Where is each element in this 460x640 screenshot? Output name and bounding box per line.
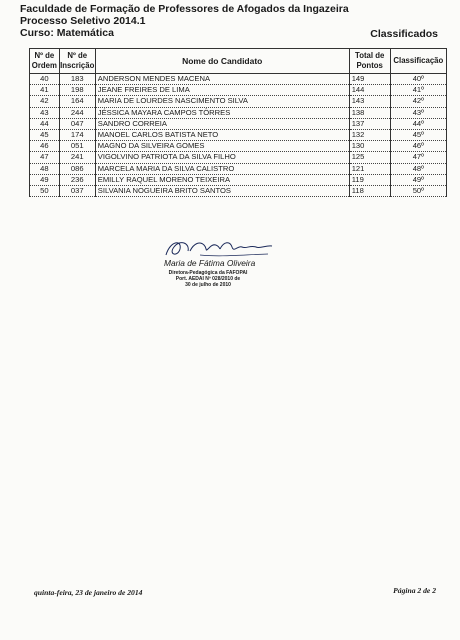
table-row — [30, 141, 447, 152]
cell-pontos: 130 — [349, 141, 390, 152]
cell-pontos: 119 — [349, 174, 390, 185]
table-row — [30, 107, 447, 118]
cell-classificacao: 48º — [390, 163, 446, 174]
table-row — [30, 174, 447, 185]
cell-classificacao: 45º — [390, 129, 446, 140]
cell-classificacao: 43º — [390, 107, 446, 118]
cell-ordem: 44 — [30, 118, 60, 129]
header-classificacao: Classificação — [390, 49, 446, 74]
cell-classificacao: 40º — [390, 74, 446, 85]
cell-nome: ANDERSON MENDES MACENA — [95, 74, 349, 85]
institution-title: Faculdade de Formação de Professores de Afogados da Ingazeira — [20, 3, 349, 15]
cell-pontos: 132 — [349, 129, 390, 140]
cell-inscricao: 244 — [59, 107, 95, 118]
cell-inscricao: 198 — [59, 85, 95, 96]
signatory-role: Diretora-Pedagógica da FAFOPAI — [168, 270, 248, 276]
cell-ordem: 45 — [30, 129, 60, 140]
cell-classificacao: 49º — [390, 174, 446, 185]
cell-inscricao: 183 — [59, 74, 95, 85]
signatory-date: 30 de julho de 2010 — [185, 282, 231, 288]
cell-nome: VIGOLVINO PATRIOTA DA SILVA FILHO — [95, 152, 349, 163]
cell-ordem: 48 — [30, 163, 60, 174]
cell-inscricao: 086 — [59, 163, 95, 174]
cell-inscricao: 051 — [59, 141, 95, 152]
cell-pontos: 149 — [349, 74, 390, 85]
cell-nome: EMILLY RAQUEL MORENO TEIXEIRA — [95, 174, 349, 185]
cell-classificacao: 42º — [390, 96, 446, 107]
cell-ordem: 49 — [30, 174, 60, 185]
cell-nome: MAGNO DA SILVEIRA GOMES — [95, 141, 349, 152]
header-ordem: Nº de Ordem — [30, 49, 60, 74]
results-table — [29, 48, 447, 197]
header-nome: Nome do Candidato — [95, 49, 349, 74]
cell-pontos: 118 — [349, 185, 390, 196]
signatory-portaria: Port. AEDAI Nº 028/2010 de — [175, 276, 241, 282]
table-header-row — [30, 49, 447, 74]
cell-classificacao: 46º — [390, 141, 446, 152]
table-row — [30, 152, 447, 163]
table-row — [30, 185, 447, 196]
signature-scribble — [160, 233, 280, 261]
cell-inscricao: 241 — [59, 152, 95, 163]
cell-nome: MANOEL CARLOS BATISTA NETO — [95, 129, 349, 140]
header-pontos: Total de Pontos — [349, 49, 390, 74]
cell-inscricao: 174 — [59, 129, 95, 140]
cell-classificacao: 44º — [390, 118, 446, 129]
course-title: Curso: Matemática — [20, 27, 114, 39]
cell-inscricao: 164 — [59, 96, 95, 107]
cell-ordem: 41 — [30, 85, 60, 96]
cell-inscricao: 236 — [59, 174, 95, 185]
table-row — [30, 74, 447, 85]
cell-pontos: 137 — [349, 118, 390, 129]
header-inscricao: Nº de Inscrição — [59, 49, 95, 74]
page-number: Página 2 de 2 — [393, 586, 436, 595]
cell-ordem: 43 — [30, 107, 60, 118]
signatory-name: Maria de Fátima Oliveira — [164, 258, 256, 268]
cell-classificacao: 47º — [390, 152, 446, 163]
cell-nome: JEANE FREIRES DE LIMA — [95, 85, 349, 96]
cell-pontos: 125 — [349, 152, 390, 163]
cell-nome: JÉSSICA MAYARA CAMPOS TÔRRES — [95, 107, 349, 118]
table-row — [30, 96, 447, 107]
cell-pontos: 121 — [349, 163, 390, 174]
cell-pontos: 144 — [349, 85, 390, 96]
cell-inscricao: 047 — [59, 118, 95, 129]
cell-pontos: 143 — [349, 96, 390, 107]
table-row — [30, 163, 447, 174]
table-row — [30, 129, 447, 140]
cell-ordem: 50 — [30, 185, 60, 196]
cell-ordem: 46 — [30, 141, 60, 152]
cell-ordem: 40 — [30, 74, 60, 85]
cell-pontos: 138 — [349, 107, 390, 118]
cell-classificacao: 50º — [390, 185, 446, 196]
footer-date: quinta-feira, 23 de janeiro de 2014 — [34, 588, 143, 597]
cell-ordem: 47 — [30, 152, 60, 163]
cell-inscricao: 037 — [59, 185, 95, 196]
table-row — [30, 85, 447, 96]
process-title: Processo Seletivo 2014.1 — [20, 15, 146, 27]
status-title: Classificados — [370, 28, 438, 40]
cell-nome: MARIA DE LOURDES NASCIMENTO SILVA — [95, 96, 349, 107]
table-row — [30, 118, 447, 129]
cell-nome: SILVANIA NOGUEIRA BRITO SANTOS — [95, 185, 349, 196]
cell-nome: SANDRO CORREIA — [95, 118, 349, 129]
cell-classificacao: 41º — [390, 85, 446, 96]
cell-nome: MARCELA MARIA DA SILVA CALISTRO — [95, 163, 349, 174]
cell-ordem: 42 — [30, 96, 60, 107]
